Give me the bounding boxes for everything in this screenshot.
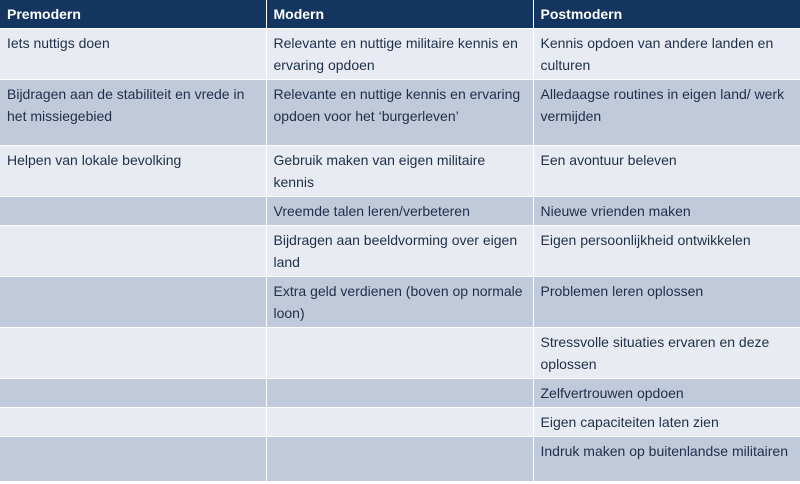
cell-modern: [266, 328, 533, 379]
cell-premodern: [0, 197, 266, 226]
header-premodern: Premodern: [0, 0, 266, 29]
cell-premodern: [0, 408, 266, 437]
header-modern: Modern: [266, 0, 533, 29]
cell-premodern: [0, 277, 266, 328]
table-row: [0, 80, 800, 146]
table-row: [0, 437, 800, 481]
header-postmodern: Postmodern: [533, 0, 800, 29]
cell-modern: Relevante en nuttige militaire kennis en ervaring opdoen: [266, 29, 533, 80]
cell-modern: Vreemde talen leren/verbeteren: [266, 197, 533, 226]
table-row: [0, 226, 800, 277]
table-row: [0, 379, 800, 408]
cell-premodern: Helpen van lokale bevolking: [0, 146, 266, 197]
cell-modern: Extra geld verdienen (boven op normale loon): [266, 277, 533, 328]
table-row: [0, 408, 800, 437]
cell-modern: Bijdragen aan beeldvorming over eigen land: [266, 226, 533, 277]
cell-premodern: [0, 437, 266, 481]
cell-postmodern: Een avontuur beleven: [533, 146, 800, 197]
cell-modern: [266, 408, 533, 437]
table-row: [0, 328, 800, 379]
table-row: [0, 29, 800, 80]
cell-postmodern: Zelfvertrouwen opdoen: [533, 379, 800, 408]
cell-postmodern: Eigen capaciteiten laten zien: [533, 408, 800, 437]
cell-postmodern: Stressvolle situaties ervaren en deze oplossen: [533, 328, 800, 379]
cell-modern: Relevante en nuttige kennis en ervaring opdoen voor het ‘burgerleven’: [266, 80, 533, 146]
cell-modern: [266, 437, 533, 481]
cell-premodern: Iets nuttigs doen: [0, 29, 266, 80]
cell-premodern: [0, 328, 266, 379]
table-row: [0, 277, 800, 328]
cell-modern: Gebruik maken van eigen militaire kennis: [266, 146, 533, 197]
cell-premodern: [0, 226, 266, 277]
table-row: [0, 197, 800, 226]
cell-postmodern: Nieuwe vrienden maken: [533, 197, 800, 226]
cell-postmodern: Problemen leren oplossen: [533, 277, 800, 328]
cell-premodern: [0, 379, 266, 408]
cell-modern: [266, 379, 533, 408]
table-row: [0, 146, 800, 197]
cell-postmodern: Indruk maken op buitenlandse militairen: [533, 437, 800, 481]
cell-premodern: Bijdragen aan de stabiliteit en vrede in het missiegebied: [0, 80, 266, 146]
cell-postmodern: Eigen persoonlijkheid ontwikkelen: [533, 226, 800, 277]
cell-postmodern: Alledaagse routines in eigen land/ werk vermijden: [533, 80, 800, 146]
table-header-row: [0, 0, 800, 29]
cell-postmodern: Kennis opdoen van andere landen en culturen: [533, 29, 800, 80]
